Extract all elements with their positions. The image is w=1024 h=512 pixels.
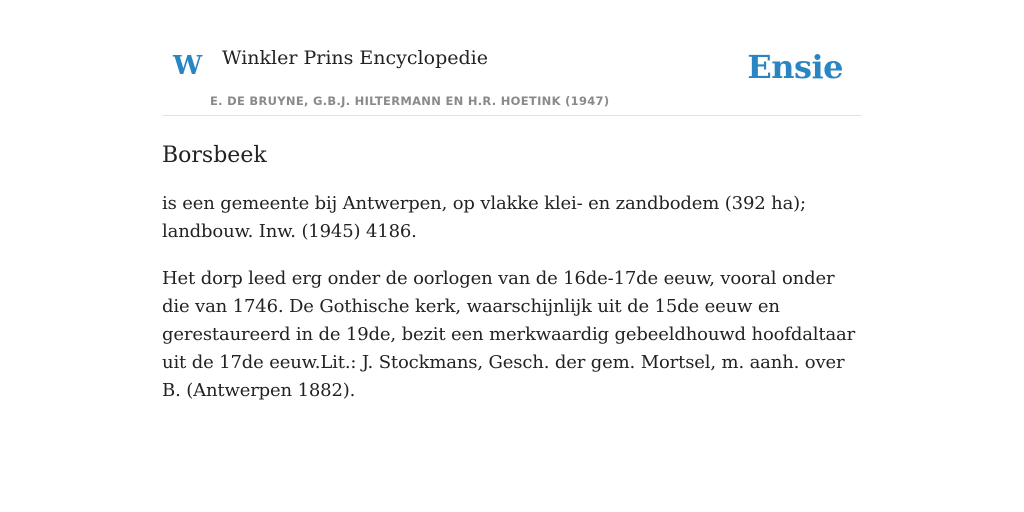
publication-title[interactable]: Winkler Prins Encyclopedie (222, 47, 488, 69)
entry-body (162, 190, 862, 405)
publication-header (162, 0, 862, 116)
page-container (162, 0, 862, 424)
ensie-brand-link[interactable]: Ensie (747, 48, 843, 86)
entry-paragraph: Het dorp leed erg onder de oorlogen van de 16de-17de eeuw, vooral onder die van 1746. De Gothische kerk, waarschijnlijk uit de 15de eeuw en gerestaureerd in de 19de, bezit een merkwaardig gebeeldhouwd hoofdaltaar uit de 17de eeuw.Lit.: J. Stockmans, Gesch. der gem. Mortsel, m. aanh. over B. (Antwerpen 1882). (162, 268, 856, 402)
publication-authors: E. DE BRUYNE, G.B.J. HILTERMANN EN H.R. HOETINK (1947) (210, 94, 610, 108)
entry-paragraph: is een gemeente bij Antwerpen, op vlakke klei- en zandbodem (392 ha); landbouw. Inw. (1945) 4186. (162, 193, 806, 243)
publication-logo-icon[interactable]: W (173, 51, 203, 81)
entry-title: Borsbeek (162, 143, 267, 168)
